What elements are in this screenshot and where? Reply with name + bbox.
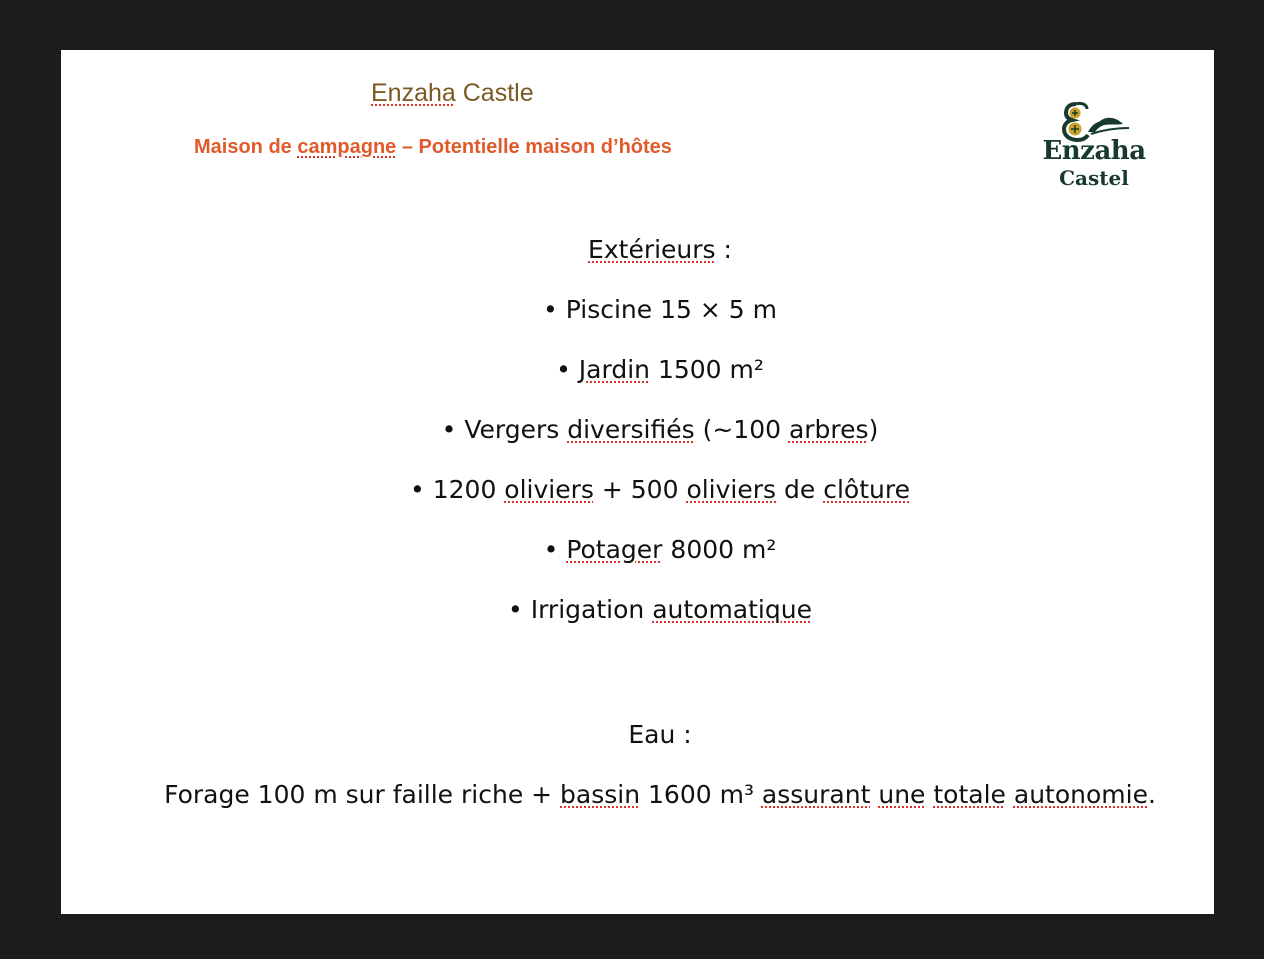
list-item-misspelled-word: Potager (566, 535, 663, 564)
subtitle-part: Maison de (194, 136, 298, 158)
logo-word-enzaha: Enzaha (1042, 136, 1146, 166)
list-item-text: • Vergers (441, 415, 568, 444)
list-item-text: • 1200 (410, 475, 505, 504)
list-item-text: + 500 (593, 475, 687, 504)
eau-text: 1600 m³ (640, 780, 762, 809)
list-item-text: de (776, 475, 824, 504)
list-item-irrigation (61, 595, 1259, 624)
document-page (61, 50, 1214, 914)
eau-text: . (1147, 780, 1156, 809)
section-heading-eau: Eau : (628, 720, 692, 749)
eau-misspelled-word: bassin (560, 780, 641, 809)
heading-suffix: : (715, 235, 732, 264)
eau-misspelled-word: une (878, 780, 926, 809)
eau-description (61, 780, 1259, 809)
list-item-misspelled-word: diversifiés (567, 415, 695, 444)
title-word-castle: Castle (455, 79, 534, 107)
eau-misspelled-word: assurant (761, 780, 871, 809)
list-item-misspelled-word: oliviers (504, 475, 594, 504)
list-item-misspelled-word: Jardin (578, 355, 650, 384)
eau-misspelled-word: autonomie (1013, 780, 1148, 809)
heading-word: Extérieurs (588, 235, 716, 264)
list-item-text: • Piscine 15 × 5 m (543, 295, 777, 324)
list-item-misspelled-word: oliviers (686, 475, 777, 504)
title-word-enzaha: Enzaha (371, 79, 456, 107)
eau-text (1006, 780, 1014, 809)
subtitle-misspelled-word: campagne (297, 136, 397, 158)
list-item-jardin (61, 355, 1259, 384)
list-item-misspelled-word: arbres (788, 415, 869, 444)
eau-text: Forage 100 m sur faille riche + (164, 780, 561, 809)
subtitle-part: – Potentielle maison d’hôtes (396, 136, 672, 158)
document-subtitle (194, 136, 672, 159)
list-item-piscine (61, 295, 1259, 324)
list-item-text: 8000 m² (662, 535, 777, 564)
eau-misspelled-word: totale (933, 780, 1006, 809)
enzaha-castel-logo (1033, 94, 1155, 190)
list-item-text: 1500 m² (650, 355, 764, 384)
document-title (371, 79, 534, 108)
logo-word-castel: Castel (1059, 166, 1129, 190)
list-item-text: • (556, 355, 579, 384)
list-item-oliviers (61, 475, 1259, 504)
list-item-text: ) (868, 415, 879, 444)
section-heading-exterieurs (61, 235, 1259, 264)
list-item-vergers (61, 415, 1259, 444)
list-item-misspelled-word: clôture (823, 475, 910, 504)
list-item-text: (~100 (694, 415, 789, 444)
ornamental-e-leaf-icon (1033, 94, 1155, 142)
list-item-misspelled-word: automatique (652, 595, 812, 624)
list-item-text: • (543, 535, 567, 564)
list-item-potager (61, 535, 1259, 564)
list-item-text: • Irrigation (508, 595, 653, 624)
